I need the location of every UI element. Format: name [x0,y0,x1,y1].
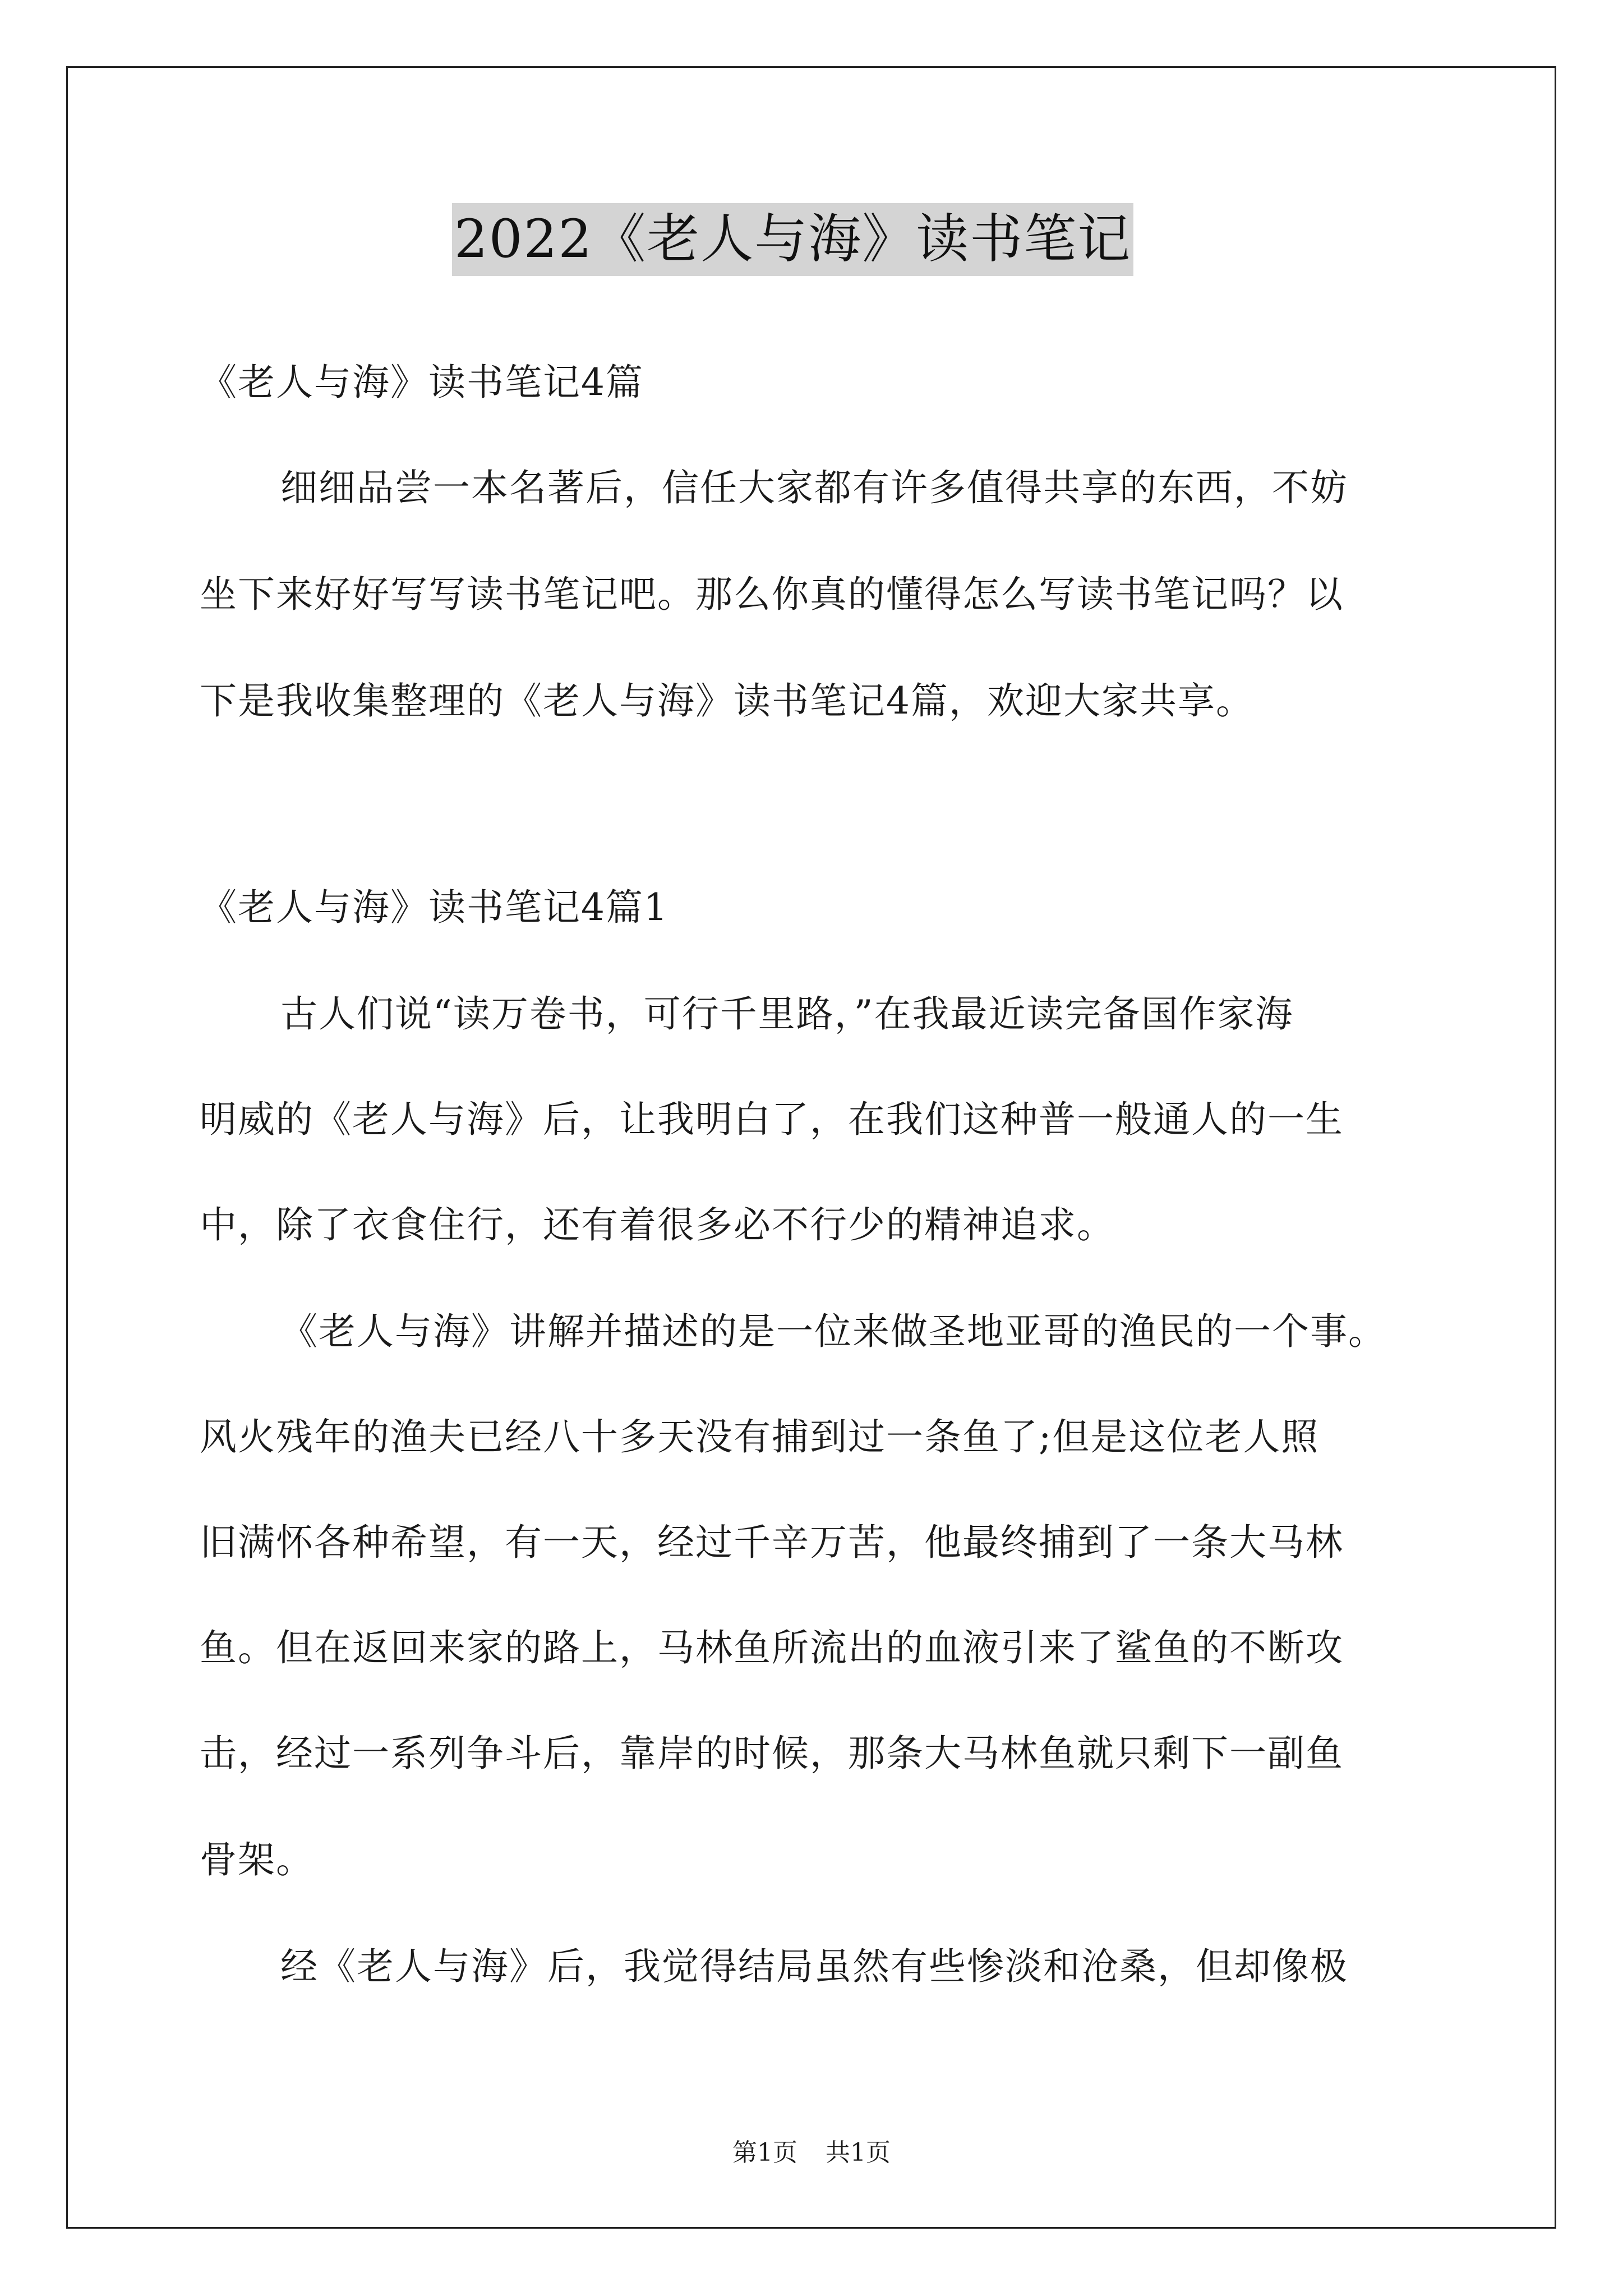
page-number-current: 第1页 [732,2138,797,2167]
paragraph1-line-1: 古人们说“读万卷书，可行千里路，”在我最近读完备国作家海 [280,992,1294,1036]
paragraph2-line-4: 鱼。但在返回来家的路上，马林鱼所流出的血液引来了鲨鱼的不断攻 [200,1626,1344,1669]
paragraph2-line-3: 旧满怀各种希望，有一天，经过千辛万苦，他最终捕到了一条大马林 [200,1521,1344,1564]
paragraph2-line-1: 《老人与海》讲解并描述的是一位来做圣地亚哥的渔民的一个事。 [280,1310,1386,1353]
paragraph1-line-2: 明威的《老人与海》后，让我明白了，在我们这种普一般通人的一生 [200,1098,1344,1141]
page-footer [0,2136,1623,2170]
document-title: 2022《老人与海》读书笔记 [452,203,1133,276]
intro-line-1: 细细品尝一本名著后，信任大家都有许多值得共享的东西，不妨 [280,466,1348,509]
paragraph2-line-6: 骨架。 [200,1838,314,1881]
intro-line-2: 坐下来好好写写读书笔记吧。那么你真的懂得怎么写读书笔记吗？以 [200,573,1344,616]
intro-line-3: 下是我收集整理的《老人与海》读书笔记4篇，欢迎大家共享。 [200,679,1254,723]
section-heading: 《老人与海》读书笔记4篇1 [200,886,668,929]
paragraph2-line-2: 风火残年的渔夫已经八十多天没有捕到过一条鱼了;但是这位老人照 [200,1415,1320,1458]
paragraph1-line-3: 中，除了衣食住行，还有着很多必不行少的精神追求。 [200,1203,1115,1246]
page-number-total: 共1页 [826,2138,891,2167]
subtitle: 《老人与海》读书笔记4篇 [200,361,644,404]
paragraph2-line-5: 击，经过一系列争斗后，靠岸的时候，那条大马林鱼就只剩下一副鱼 [200,1732,1344,1775]
paragraph3-line-1: 经《老人与海》后，我觉得结局虽然有些惨淡和沧桑，但却像极 [280,1945,1348,1988]
